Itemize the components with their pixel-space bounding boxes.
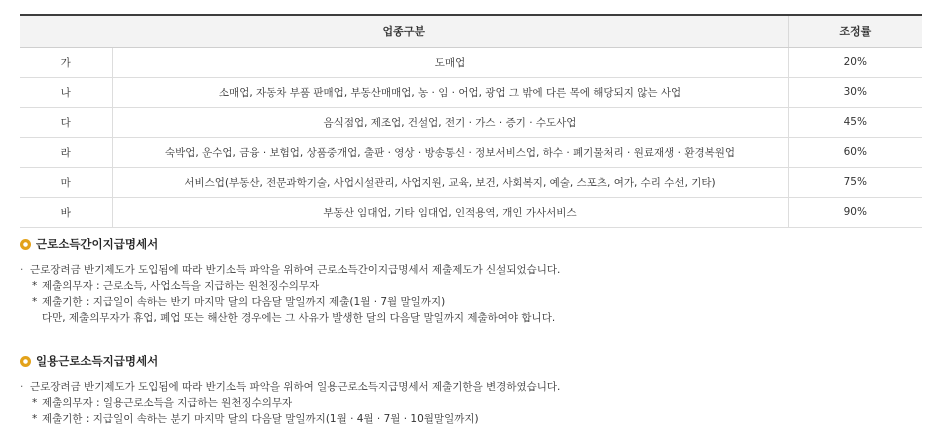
section-note: 다만, 제출의무자가 휴업, 폐업 또는 해산한 경우에는 그 사유가 발생한 달의 다음달 말일까지 제출하여야 합니다. xyxy=(42,312,556,324)
header-category: 업종구분 xyxy=(20,15,788,47)
row-code: 마 xyxy=(20,167,112,197)
star-bullet-icon: * xyxy=(32,413,38,425)
row-desc: 서비스업(부동산, 전문과학기술, 사업시설관리, 사업지원, 교육, 보건, 사회복지, 예술, 스포츠, 여가, 수리 수선, 기타) xyxy=(112,167,788,197)
adjustment-rate-table xyxy=(20,14,922,228)
table-row xyxy=(20,47,922,77)
row-desc: 부동산 임대업, 기타 임대업, 인적용역, 개인 가사서비스 xyxy=(112,197,788,227)
row-code: 다 xyxy=(20,107,112,137)
section-earned-income-statement xyxy=(20,236,920,326)
section-main-text: · 근로장려금 반기제도가 도입됨에 따라 반기소득 파악을 위하여 일용근로소득지급명세서 제출기한을 변경하였습니다. xyxy=(20,381,561,393)
section-heading xyxy=(20,236,920,252)
dot-bullet-icon: · xyxy=(20,381,24,393)
star-bullet-icon: * xyxy=(32,280,38,292)
row-rate: 60% xyxy=(788,137,922,167)
section-title: 근로소득간이지급명세서 xyxy=(36,237,159,251)
row-rate: 45% xyxy=(788,107,922,137)
table-row xyxy=(20,197,922,227)
dot-bullet-icon: · xyxy=(20,264,24,276)
star-bullet-icon: * xyxy=(32,397,38,409)
section-item-deadline: * 제출기한 : 지급일이 속하는 분기 마지막 달의 다음달 말일까지(1월 · 4월 · 7월 · 10월말일까지) xyxy=(32,413,479,425)
row-code: 바 xyxy=(20,197,112,227)
section-heading xyxy=(20,353,920,369)
table-row xyxy=(20,167,922,197)
circle-bullet-icon xyxy=(20,356,31,367)
row-code: 가 xyxy=(20,47,112,77)
star-bullet-icon: * xyxy=(32,296,38,308)
table-row xyxy=(20,107,922,137)
table-header-row xyxy=(20,15,922,47)
row-desc: 숙박업, 운수업, 금융 · 보험업, 상품중개업, 출판 · 영상 · 방송통신 · 정보서비스업, 하수 · 폐기물처리 · 원료재생 · 환경복원업 xyxy=(112,137,788,167)
row-rate: 30% xyxy=(788,77,922,107)
table-row xyxy=(20,77,922,107)
row-rate: 75% xyxy=(788,167,922,197)
section-item-submitter: * 제출의무자 : 일용근로소득을 지급하는 원천징수의무자 xyxy=(32,397,293,409)
circle-bullet-icon xyxy=(20,239,31,250)
section-item-deadline: * 제출기한 : 지급일이 속하는 반기 마지막 달의 다음달 말일까지 제출(1월 · 7월 말일까지) xyxy=(32,296,446,308)
row-desc: 도매업 xyxy=(112,47,788,77)
row-code: 라 xyxy=(20,137,112,167)
row-code: 나 xyxy=(20,77,112,107)
section-main-text: · 근로장려금 반기제도가 도입됨에 따라 반기소득 파악을 위하여 근로소득간이지급명세서 제출제도가 신설되었습니다. xyxy=(20,264,561,276)
table-row xyxy=(20,137,922,167)
section-title: 일용근로소득지급명세서 xyxy=(36,354,159,368)
section-daily-income-statement xyxy=(20,353,920,427)
row-desc: 음식점업, 제조업, 건설업, 전기 · 가스 · 증기 · 수도사업 xyxy=(112,107,788,137)
row-desc: 소매업, 자동차 부품 판매업, 부동산매매업, 농 · 임 · 어업, 광업 그 밖에 다른 목에 해당되지 않는 사업 xyxy=(112,77,788,107)
row-rate: 90% xyxy=(788,197,922,227)
row-rate: 20% xyxy=(788,47,922,77)
header-rate: 조정률 xyxy=(788,15,922,47)
section-item-submitter: * 제출의무자 : 근로소득, 사업소득을 지급하는 원천징수의무자 xyxy=(32,280,320,292)
